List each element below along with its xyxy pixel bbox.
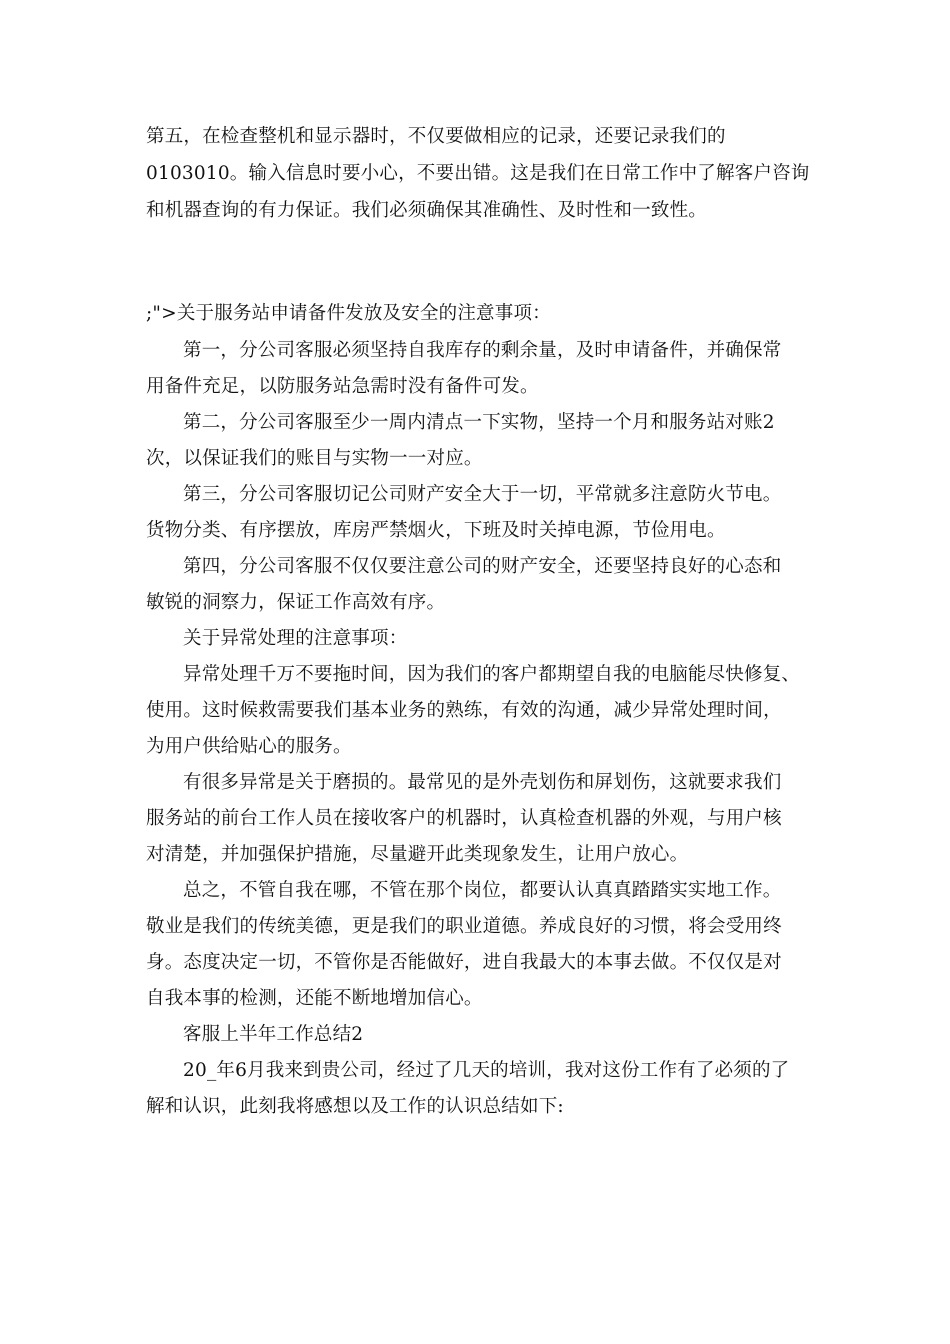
body-text-line: 0103010。输入信息时要小心，不要出错。这是我们在日常工作中了解客户咨询 — [146, 163, 810, 184]
body-text-line: 服务站的前台工作人员在接收客户的机器时，认真检查机器的外观，与用户核 — [146, 808, 782, 829]
body-text-line: 使用。这时候救需要我们基本业务的熟练，有效的沟通，减少异常处理时间， — [146, 700, 782, 721]
subheading: 关于异常处理的注意事项： — [183, 628, 408, 649]
body-text-line: 第一，分公司客服必须坚持自我库存的剩余量，及时申请备件，并确保常 — [183, 340, 782, 361]
body-text-line: 异常处理千万不要拖时间，因为我们的客户都期望自我的电脑能尽快修复、 — [183, 664, 801, 685]
body-text-line: 用备件充足，以防服务站急需时没有备件可发。 — [146, 376, 539, 397]
body-text-line: 身。态度决定一切，不管你是否能做好，进自我最大的本事去做。不仅仅是对 — [146, 952, 782, 973]
body-text-line: 第五，在检查整机和显示器时，不仅要做相应的记录，还要记录我们的 — [146, 126, 726, 147]
body-text-line: 总之，不管自我在哪，不管在那个岗位，都要认认真真踏踏实实地工作。 — [183, 880, 782, 901]
body-text-line: 有很多异常是关于磨损的。最常见的是外壳划伤和屏划伤，这就要求我们 — [183, 772, 782, 793]
body-text-line: 第三，分公司客服切记公司财产安全大于一切，平常就多注意防火节电。 — [183, 484, 782, 505]
body-text-line: 敏锐的洞察力，保证工作高效有序。 — [146, 592, 446, 613]
body-text-line: 20_年6月我来到贵公司，经过了几天的培训，我对这份工作有了必须的了 — [183, 1060, 790, 1081]
section-heading: ;">关于服务站申请备件发放及安全的注意事项： — [146, 303, 551, 324]
body-text-line: 解和认识，此刻我将感想以及工作的认识总结如下: — [146, 1096, 564, 1117]
body-text-line: 对清楚，并加强保护措施，尽量避开此类现象发生，让用户放心。 — [146, 844, 689, 865]
body-text-line: 自我本事的检测，还能不断地增加信心。 — [146, 988, 483, 1009]
body-text-line: 次，以保证我们的账目与实物一一对应。 — [146, 448, 483, 469]
body-text-line: 第二，分公司客服至少一周内清点一下实物，坚持一个月和服务站对账2 — [183, 412, 775, 433]
body-text-line: 和机器查询的有力保证。我们必须确保其准确性、及时性和一致性。 — [146, 200, 708, 221]
body-text-line: 货物分类、有序摆放，库房严禁烟火，下班及时关掉电源，节俭用电。 — [146, 520, 726, 541]
body-text-line: 第四，分公司客服不仅仅要注意公司的财产安全，还要坚持良好的心态和 — [183, 556, 782, 577]
document-title: 客服上半年工作总结2 — [183, 1024, 364, 1045]
body-text-line: 敬业是我们的传统美德，更是我们的职业道德。养成良好的习惯，将会受用终 — [146, 916, 782, 937]
body-text-line: 为用户供给贴心的服务。 — [146, 736, 352, 757]
